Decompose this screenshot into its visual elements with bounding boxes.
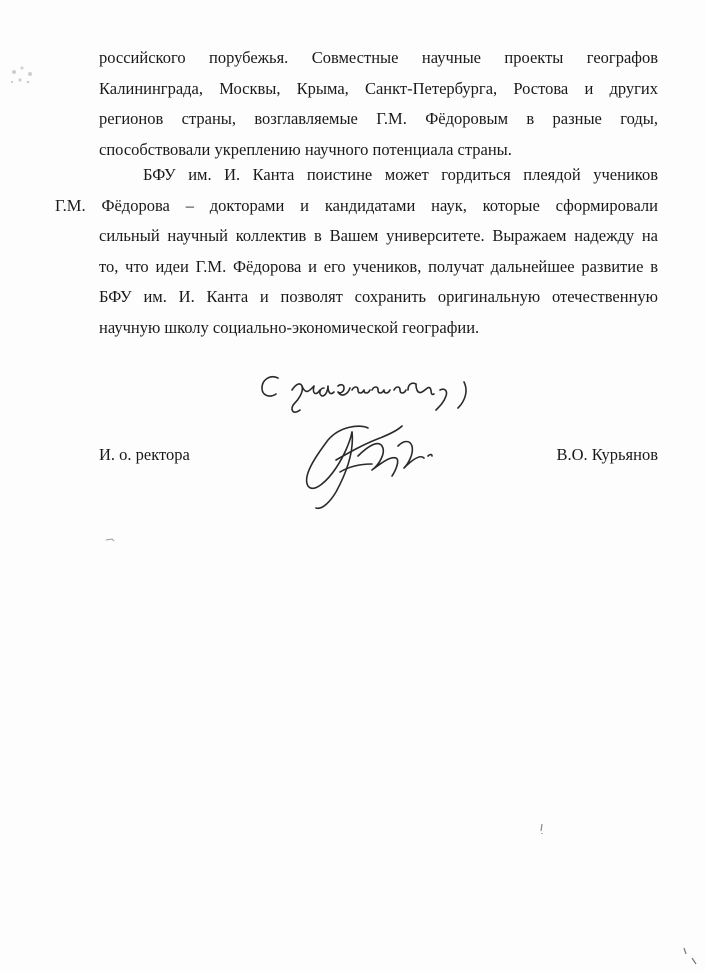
paragraph-1-line-2: Калининграда, Москвы, Крыма, Санкт-Петербурга, Ростова и других <box>99 78 658 98</box>
paragraph-2 <box>55 160 658 343</box>
paragraph-2-line-6: научную школу социально-экономической географии. <box>99 317 480 337</box>
paragraph-1 <box>99 43 658 165</box>
paragraph-2-line-4: то, что идеи Г.М. Фёдорова и его учеников, получат дальнейшее развитие в <box>99 256 658 276</box>
paragraph-2-line-3: сильный научный коллектив в Вашем университете. Выражаем надежду на <box>99 226 658 245</box>
paragraph-2-line-1: БФУ им. И. Канта поистине может гордиться плеядой учеников <box>143 165 658 184</box>
handwritten-signature <box>240 360 500 520</box>
scan-mark-right <box>537 822 547 836</box>
scan-mark-left <box>6 62 40 90</box>
paragraph-2-line-5: БФУ им. И. Канта и позволят сохранить оригинальную отечественную <box>99 287 658 306</box>
paragraph-1-line-1: российского порубежья. Совместные научные проекты географов <box>99 48 658 67</box>
signatory-name: В.О. Курьянов <box>556 445 658 464</box>
scan-mark-small <box>104 536 116 544</box>
signatory-role: И. о. ректора <box>99 445 190 464</box>
paragraph-2-line-2: Г.М. Фёдорова – докторами и кандидатами наук, которые сформировали <box>55 195 658 215</box>
paragraph-1-line-3: регионов страны, возглавляемые Г.М. Фёдоровым в разные годы, <box>99 109 658 128</box>
scan-mark-corner <box>680 944 700 968</box>
paragraph-1-line-4: способствовали укреплению научного потенциала страны. <box>99 139 512 159</box>
